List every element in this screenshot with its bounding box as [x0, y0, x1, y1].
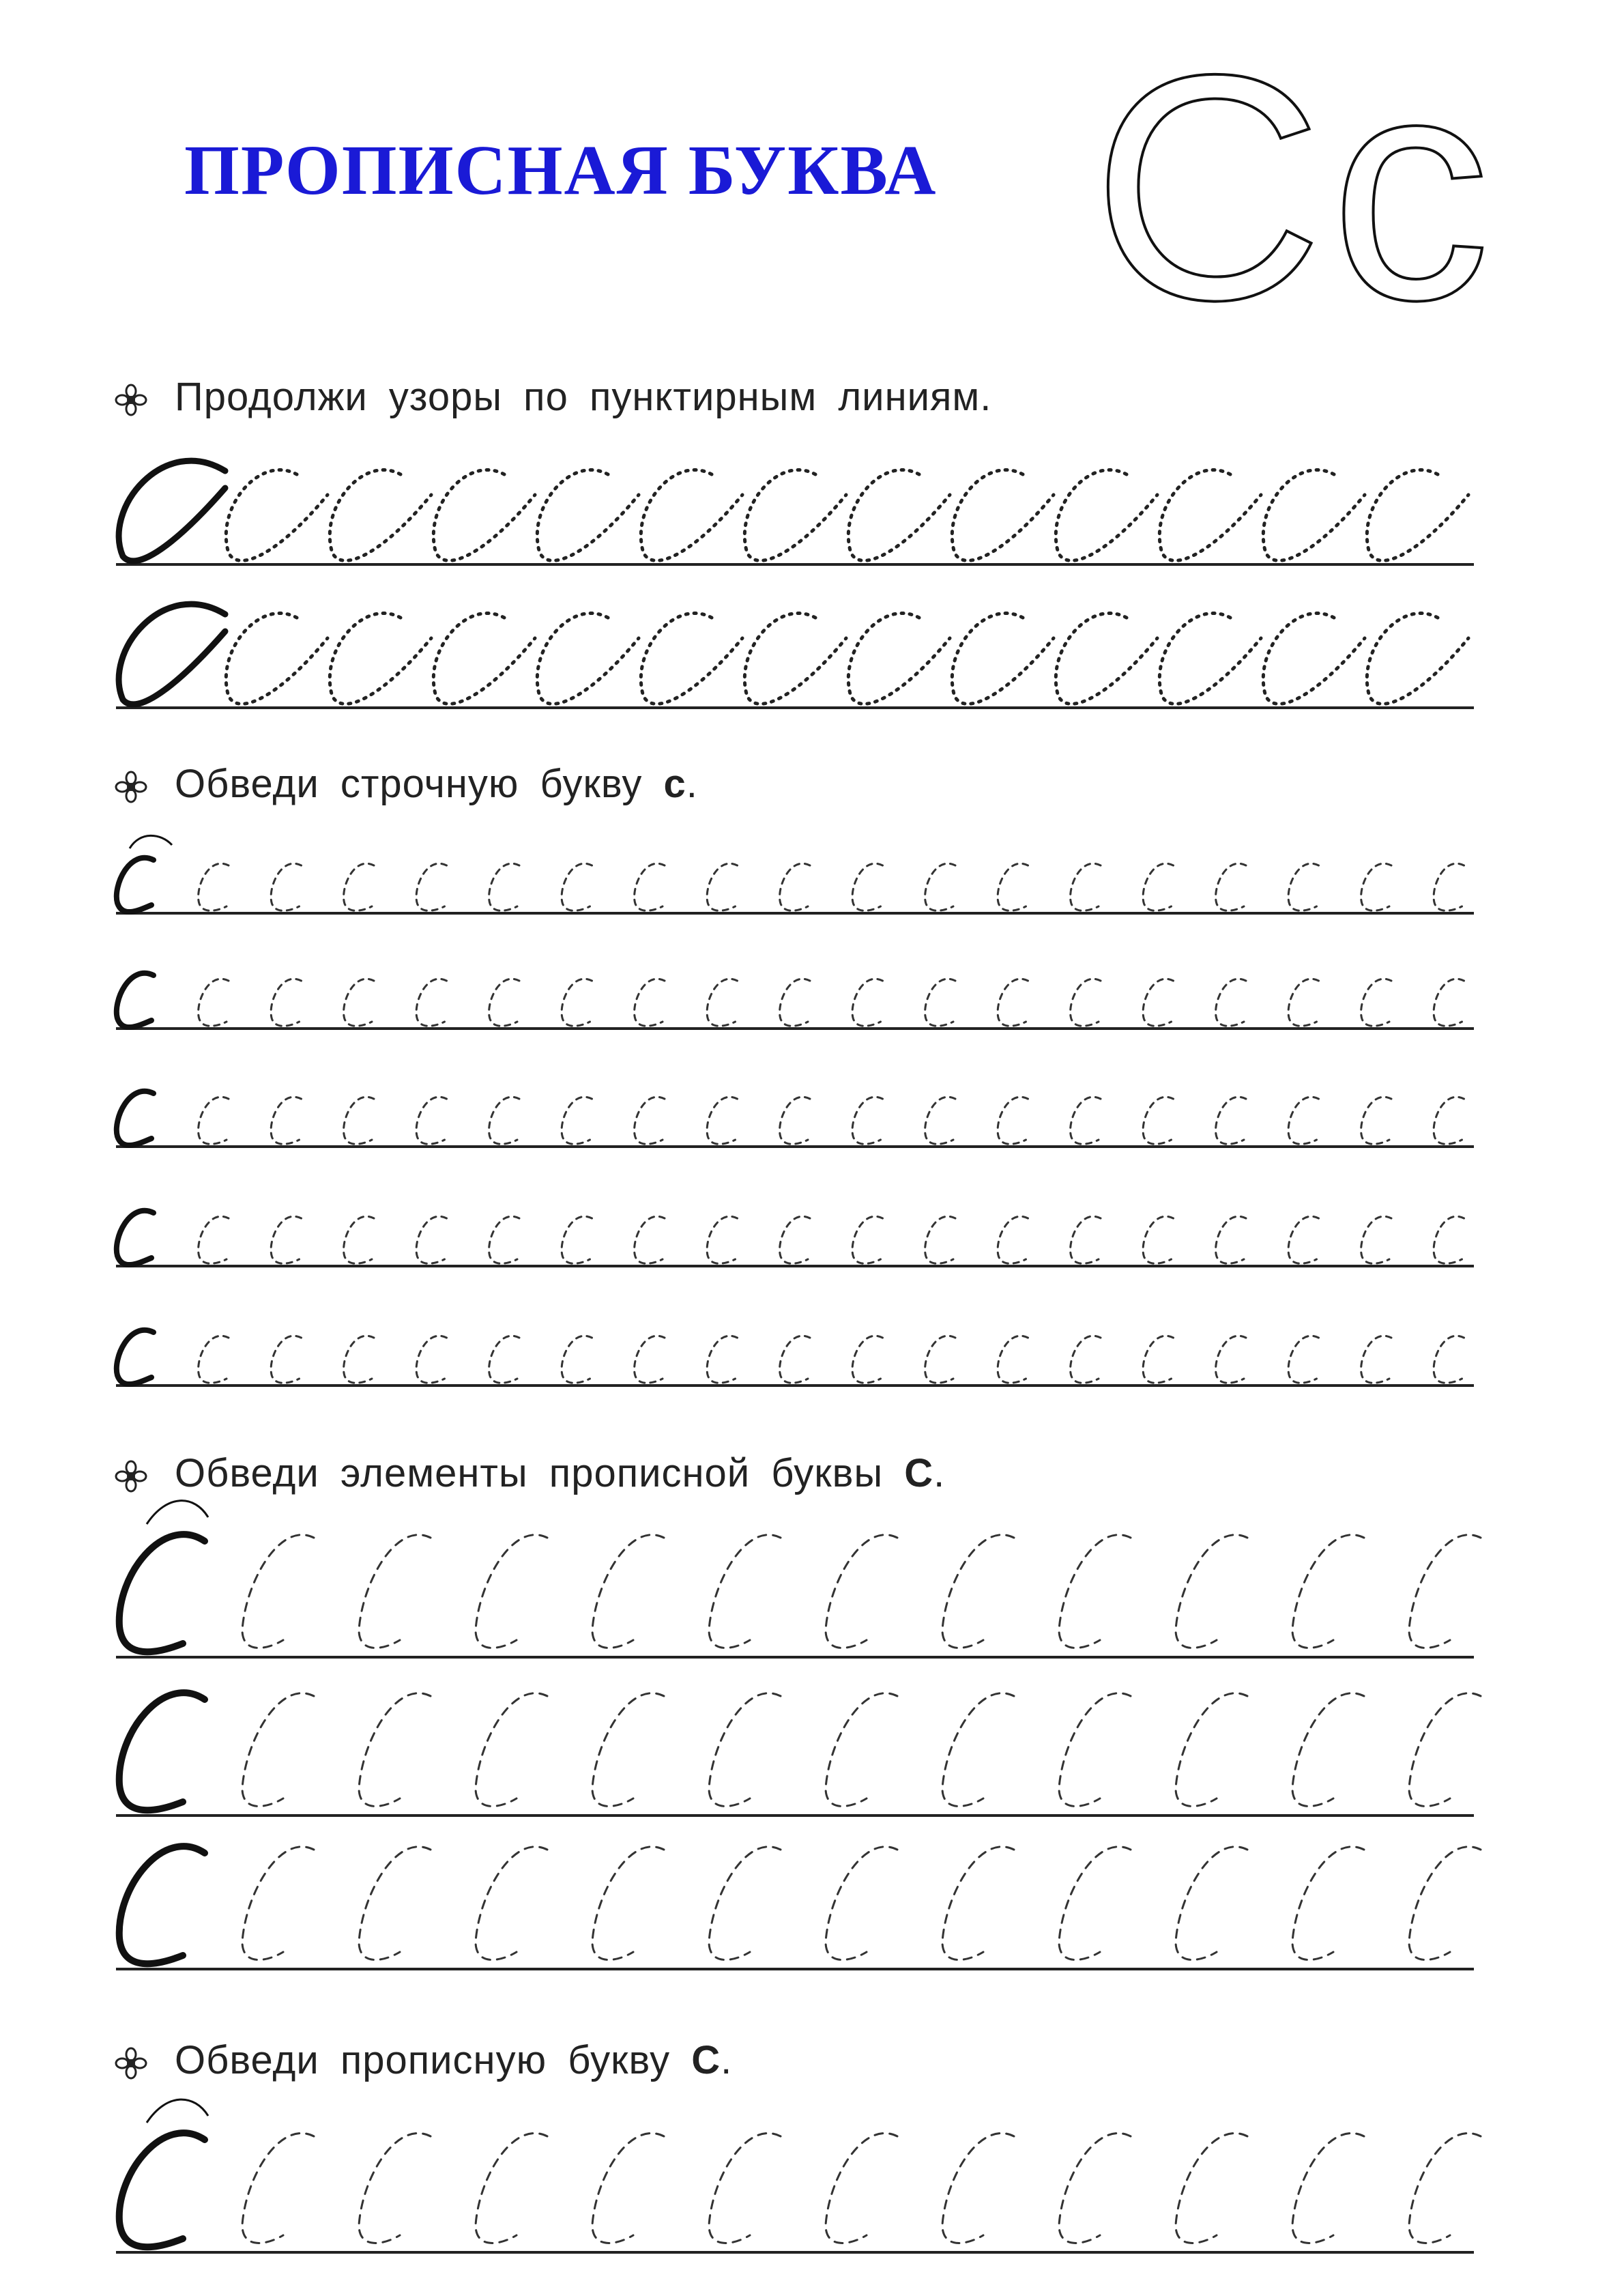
lowercase-dashed-letter: [1071, 1097, 1101, 1144]
uppercase-dashed-element: [709, 1535, 781, 1648]
lowercase-dashed-letter: [1216, 979, 1246, 1026]
lowercase-dashed-letter: [271, 863, 301, 910]
uppercase-dashed-letter: [476, 2134, 547, 2243]
lowercase-dashed-letter: [998, 1216, 1028, 1263]
uppercase-dashed-element: [592, 1693, 664, 1807]
uppercase-sample-letter: [119, 1534, 205, 1652]
lowercase-dashed-letter: [852, 863, 882, 910]
lowercase-dashed-letter: [852, 979, 882, 1026]
uppercase-dashed-element: [1176, 1535, 1247, 1648]
uppercase-dashed-letter: [826, 2134, 897, 2243]
uppercase-dashed-element: [1292, 1693, 1364, 1807]
instruction-text: Обведи строчную букву: [175, 762, 664, 806]
lowercase-dashed-letter: [199, 863, 229, 910]
uppercase-sample-letter: [119, 1846, 205, 1964]
pattern-dotted-loop: [744, 614, 846, 704]
pattern-dotted-loop: [330, 614, 431, 704]
uppercase-dashed-element: [709, 1847, 781, 1960]
lowercase-dashed-letter: [1434, 863, 1464, 910]
lowercase-dashed-letter: [1361, 863, 1391, 910]
lowercase-dashed-letter: [271, 1216, 301, 1263]
lowercase-dashed-letter: [998, 1336, 1028, 1383]
uppercase-dashed-element: [1409, 1535, 1481, 1648]
direction-arrow-icon: [147, 2099, 208, 2123]
lowercase-dashed-letter: [489, 979, 519, 1026]
lowercase-dashed-letter: [416, 1216, 446, 1263]
lowercase-dashed-letter: [1143, 863, 1173, 910]
instruction-text: Обведи прописную букву: [175, 2038, 692, 2082]
pattern-dotted-loop: [1056, 614, 1157, 704]
direction-arrow-icon: [147, 1501, 208, 1524]
lowercase-dashed-letter: [1216, 1097, 1246, 1144]
uppercase-sample-letter: [119, 2133, 205, 2247]
uppercase-dashed-element: [1176, 1847, 1247, 1960]
uppercase-dashed-element: [709, 1693, 781, 1807]
lowercase-dashed-letter: [489, 1097, 519, 1144]
pattern-dotted-loop: [537, 614, 639, 704]
instruction-end: .: [933, 1451, 946, 1495]
lowercase-dashed-letter: [852, 1097, 882, 1144]
lowercase-dashed-letter: [998, 1097, 1028, 1144]
lowercase-dashed-letter: [1143, 1336, 1173, 1383]
lowercase-dashed-letter: [1434, 1336, 1464, 1383]
lowercase-dashed-letter: [271, 1336, 301, 1383]
lowercase-dashed-letter: [1071, 1216, 1101, 1263]
pattern-dotted-loop: [1159, 614, 1261, 704]
pattern-dotted-loop: [1367, 614, 1468, 704]
uppercase-dashed-element: [1292, 1535, 1364, 1648]
instruction-text: Обведи элементы прописной буквы: [175, 1451, 905, 1495]
pattern-dotted-loop: [744, 470, 846, 561]
lowercase-dashed-letter: [344, 979, 374, 1026]
uppercase-dashed-element: [826, 1535, 897, 1648]
uppercase-dashed-element: [1059, 1535, 1131, 1648]
pattern-dotted-loop: [952, 614, 1054, 704]
lowercase-dashed-letter: [707, 1336, 737, 1383]
uppercase-dashed-letter: [1176, 2134, 1247, 2243]
uppercase-dashed-element: [359, 1693, 431, 1807]
lowercase-dashed-letter: [1143, 1097, 1173, 1144]
lowercase-dashed-letter: [1434, 1097, 1464, 1144]
page-title: ПРОПИСНАЯ БУКВА: [184, 131, 938, 210]
lowercase-dashed-letter: [199, 1097, 229, 1144]
lowercase-dashed-letter: [1361, 1216, 1391, 1263]
lowercase-dashed-letter: [780, 1336, 810, 1383]
pattern-dotted-loop: [952, 470, 1054, 561]
pattern-dotted-loop: [848, 614, 950, 704]
pattern-dotted-loop: [1056, 470, 1157, 561]
lowercase-dashed-letter: [416, 1336, 446, 1383]
lowercase-dashed-letter: [1434, 979, 1464, 1026]
lowercase-dashed-letter: [852, 1336, 882, 1383]
uppercase-dashed-element: [242, 1847, 314, 1960]
lowercase-dashed-letter: [344, 1336, 374, 1383]
uppercase-dashed-letter: [1292, 2134, 1364, 2243]
lowercase-dashed-letter: [635, 1216, 665, 1263]
lowercase-dashed-letter: [562, 863, 592, 910]
lowercase-dashed-letter: [199, 1216, 229, 1263]
lowercase-dashed-letter: [1216, 863, 1246, 910]
lowercase-dashed-letter: [489, 1336, 519, 1383]
lowercase-dashed-letter: [1143, 1216, 1173, 1263]
lowercase-dashed-letter: [489, 863, 519, 910]
lowercase-dashed-letter: [707, 863, 737, 910]
pattern-dotted-loop: [641, 614, 742, 704]
lowercase-dashed-letter: [344, 863, 374, 910]
lowercase-dashed-letter: [635, 979, 665, 1026]
uppercase-dashed-element: [592, 1535, 664, 1648]
lowercase-dashed-letter: [1434, 1216, 1464, 1263]
uppercase-dashed-element: [826, 1847, 897, 1960]
lowercase-dashed-letter: [780, 1097, 810, 1144]
uppercase-dashed-element: [476, 1535, 547, 1648]
uppercase-dashed-letter: [709, 2134, 781, 2243]
instruction-letter: С: [904, 1451, 934, 1495]
lowercase-dashed-letter: [852, 1216, 882, 1263]
pattern-sample-stroke: [119, 604, 225, 704]
outline-letter-upper: С: [1092, 8, 1324, 367]
lowercase-dashed-letter: [199, 979, 229, 1026]
lowercase-dashed-letter: [707, 1097, 737, 1144]
pattern-dotted-loop: [848, 470, 950, 561]
instruction-letter: с: [663, 762, 686, 806]
lowercase-dashed-letter: [925, 979, 955, 1026]
lowercase-dashed-letter: [1288, 1216, 1318, 1263]
lowercase-dashed-letter: [1288, 863, 1318, 910]
lowercase-dashed-letter: [1361, 1097, 1391, 1144]
lowercase-dashed-letter: [925, 1216, 955, 1263]
lowercase-dashed-letter: [925, 1097, 955, 1144]
lowercase-dashed-letter: [1361, 979, 1391, 1026]
uppercase-dashed-element: [592, 1847, 664, 1960]
uppercase-dashed-element: [942, 1847, 1014, 1960]
uppercase-dashed-element: [1409, 1847, 1481, 1960]
direction-arrow-icon: [130, 835, 172, 848]
uppercase-dashed-letter: [592, 2134, 664, 2243]
uppercase-dashed-element: [476, 1847, 547, 1960]
uppercase-dashed-letter: [359, 2134, 431, 2243]
lowercase-dashed-letter: [562, 1097, 592, 1144]
lowercase-dashed-letter: [344, 1216, 374, 1263]
instruction-end: .: [721, 2038, 733, 2082]
lowercase-dashed-letter: [780, 863, 810, 910]
pattern-dotted-loop: [1263, 614, 1365, 704]
lowercase-dashed-letter: [1288, 1097, 1318, 1144]
pattern-dotted-loop: [330, 470, 431, 561]
lowercase-dashed-letter: [707, 979, 737, 1026]
pattern-dotted-loop: [1263, 470, 1365, 561]
lowercase-dashed-letter: [199, 1336, 229, 1383]
pattern-dotted-loop: [1159, 470, 1261, 561]
uppercase-dashed-element: [1176, 1693, 1247, 1807]
lowercase-dashed-letter: [562, 979, 592, 1026]
lowercase-dashed-letter: [1071, 1336, 1101, 1383]
pattern-dotted-loop: [226, 470, 328, 561]
lowercase-dashed-letter: [707, 1216, 737, 1263]
uppercase-dashed-element: [359, 1847, 431, 1960]
uppercase-dashed-element: [242, 1693, 314, 1807]
lowercase-sample-letter: [117, 858, 154, 912]
pattern-dotted-loop: [226, 614, 328, 704]
lowercase-dashed-letter: [1216, 1216, 1246, 1263]
lowercase-dashed-letter: [925, 863, 955, 910]
uppercase-dashed-element: [826, 1693, 897, 1807]
lowercase-dashed-letter: [635, 1336, 665, 1383]
pattern-dotted-loop: [1367, 470, 1468, 561]
pattern-dotted-loop: [641, 470, 742, 561]
pattern-dotted-loop: [433, 614, 535, 704]
instruction-end: .: [686, 762, 698, 806]
lowercase-dashed-letter: [998, 863, 1028, 910]
uppercase-dashed-element: [1059, 1847, 1131, 1960]
uppercase-dashed-element: [942, 1693, 1014, 1807]
uppercase-dashed-letter: [242, 2134, 314, 2243]
uppercase-dashed-letter: [942, 2134, 1014, 2243]
pattern-sample-stroke: [119, 461, 225, 561]
outline-letter-lower: с: [1330, 8, 1491, 367]
pattern-dotted-loop: [433, 470, 535, 561]
lowercase-dashed-letter: [998, 979, 1028, 1026]
lowercase-dashed-letter: [271, 979, 301, 1026]
lowercase-dashed-letter: [1288, 979, 1318, 1026]
lowercase-dashed-letter: [271, 1097, 301, 1144]
lowercase-dashed-letter: [562, 1336, 592, 1383]
lowercase-dashed-letter: [1216, 1336, 1246, 1383]
lowercase-sample-letter: [117, 973, 154, 1027]
lowercase-dashed-letter: [1361, 1336, 1391, 1383]
lowercase-dashed-letter: [1071, 863, 1101, 910]
lowercase-dashed-letter: [416, 1097, 446, 1144]
lowercase-sample-letter: [117, 1091, 154, 1145]
uppercase-dashed-element: [1292, 1847, 1364, 1960]
lowercase-dashed-letter: [1288, 1336, 1318, 1383]
lowercase-dashed-letter: [489, 1216, 519, 1263]
lowercase-dashed-letter: [416, 979, 446, 1026]
uppercase-dashed-element: [242, 1535, 314, 1648]
lowercase-dashed-letter: [780, 1216, 810, 1263]
uppercase-dashed-letter: [1409, 2134, 1481, 2243]
uppercase-dashed-element: [476, 1693, 547, 1807]
uppercase-sample-letter: [119, 1693, 205, 1810]
lowercase-dashed-letter: [1143, 979, 1173, 1026]
lowercase-dashed-letter: [562, 1216, 592, 1263]
lowercase-dashed-letter: [416, 863, 446, 910]
lowercase-dashed-letter: [1071, 979, 1101, 1026]
uppercase-dashed-element: [1059, 1693, 1131, 1807]
lowercase-sample-letter: [117, 1330, 154, 1384]
uppercase-dashed-letter: [1059, 2134, 1131, 2243]
uppercase-dashed-element: [359, 1535, 431, 1648]
pattern-dotted-loop: [537, 470, 639, 561]
lowercase-dashed-letter: [780, 979, 810, 1026]
lowercase-sample-letter: [117, 1211, 154, 1265]
uppercase-dashed-element: [942, 1535, 1014, 1648]
instruction-text: Продолжи узоры по пунктирным линиям.: [175, 375, 992, 419]
uppercase-dashed-element: [1409, 1693, 1481, 1807]
lowercase-dashed-letter: [925, 1336, 955, 1383]
instruction-letter: С: [691, 2038, 721, 2082]
lowercase-dashed-letter: [635, 863, 665, 910]
lowercase-dashed-letter: [344, 1097, 374, 1144]
lowercase-dashed-letter: [635, 1097, 665, 1144]
